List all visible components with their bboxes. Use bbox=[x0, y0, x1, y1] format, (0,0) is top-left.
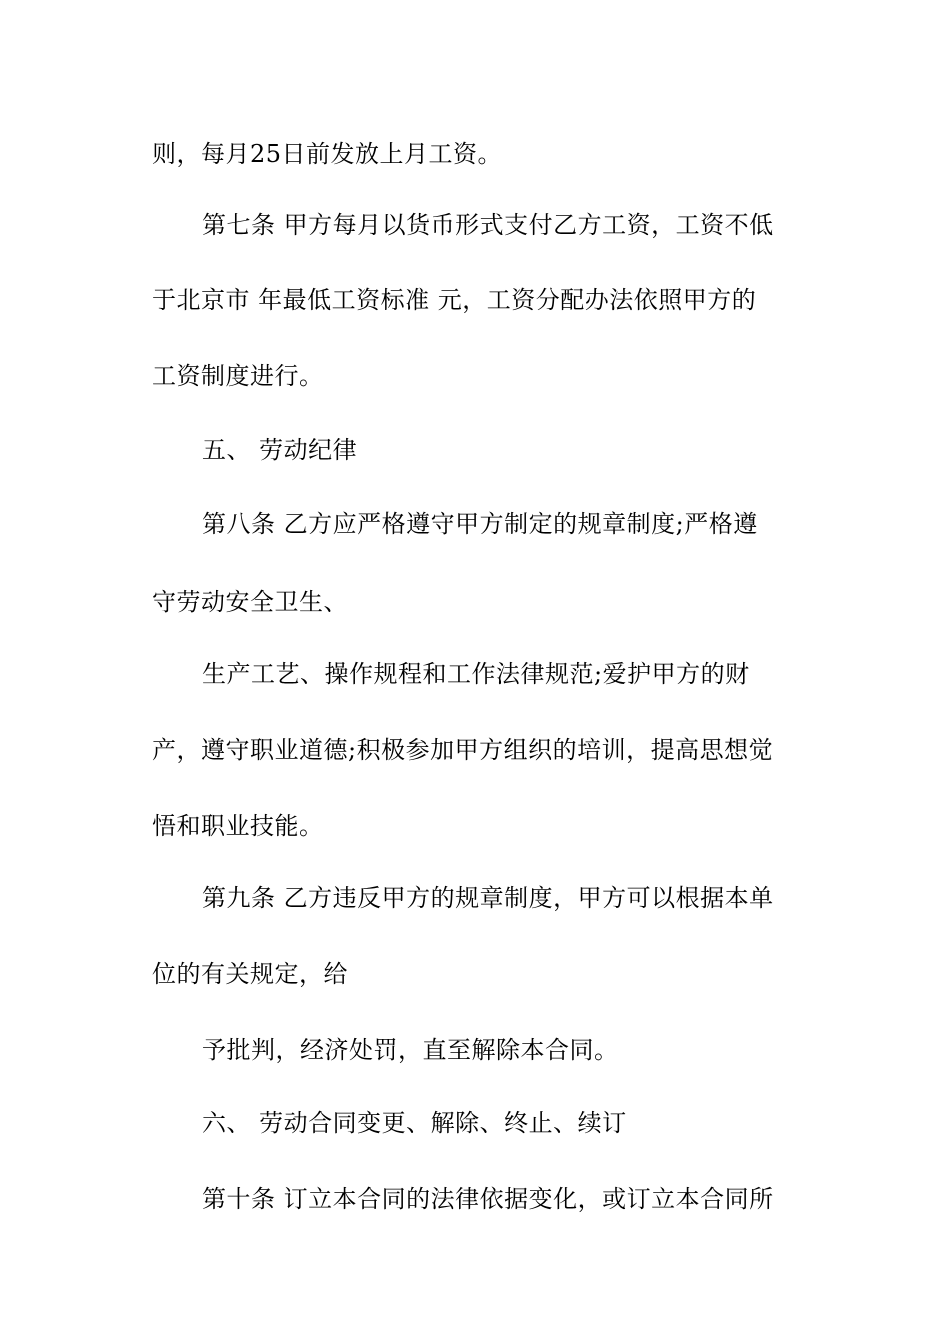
paragraph-line: 予批判，经济处罚，直至解除本合同。 bbox=[202, 1036, 619, 1064]
section-heading-5: 五、 劳动纪律 bbox=[202, 436, 358, 464]
paragraph-line: 则，每月25日前发放上月工资。 bbox=[152, 140, 503, 168]
section-heading-6: 六、 劳动合同变更、解除、终止、续订 bbox=[202, 1109, 627, 1137]
paragraph-line: 工资制度进行。 bbox=[152, 362, 324, 390]
paragraph-line: 产，遵守职业道德;积极参加甲方组织的培训，提高思想觉 bbox=[152, 736, 774, 764]
paragraph-line: 悟和职业技能。 bbox=[152, 812, 324, 840]
paragraph-line: 守劳动安全卫生、 bbox=[152, 588, 348, 616]
paragraph-line: 位的有关规定，给 bbox=[152, 960, 348, 988]
article-7-line: 第七条 甲方每月以货币形式支付乙方工资，工资不低 bbox=[202, 211, 774, 239]
article-8-line: 第八条 乙方应严格遵守甲方制定的规章制度;严格遵 bbox=[202, 510, 758, 538]
paragraph-line: 生产工艺、操作规程和工作法律规范;爱护甲方的财 bbox=[202, 660, 750, 688]
article-9-line: 第九条 乙方违反甲方的规章制度，甲方可以根据本单 bbox=[202, 884, 774, 912]
article-10-line: 第十条 订立本合同的法律依据变化，或订立本合同所 bbox=[202, 1185, 774, 1213]
paragraph-line: 于北京市 年最低工资标准 元，工资分配办法依照甲方的 bbox=[152, 286, 757, 314]
